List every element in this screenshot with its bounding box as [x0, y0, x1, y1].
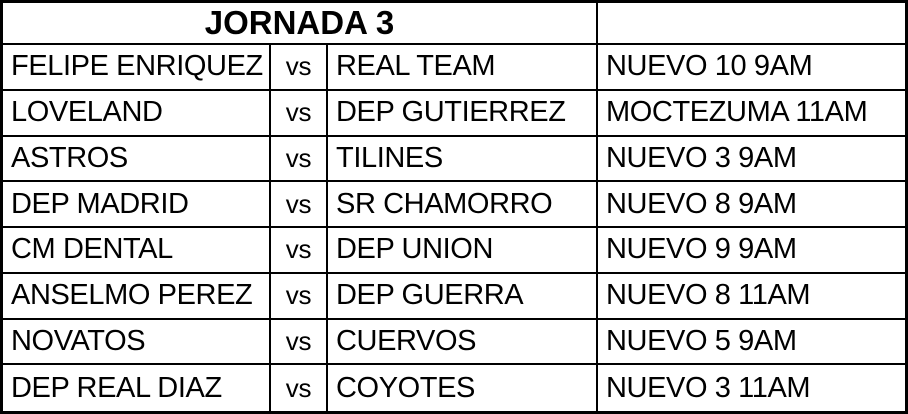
away-team-cell: DEP GUTIERREZ: [328, 91, 598, 137]
vs-label: vs: [271, 45, 328, 91]
home-team-cell: LOVELAND: [3, 91, 271, 137]
away-team-cell: DEP GUERRA: [328, 274, 598, 320]
home-team-cell: ASTROS: [3, 137, 271, 183]
vs-label: vs: [271, 182, 328, 228]
home-team-cell: FELIPE ENRIQUEZ: [3, 45, 271, 91]
vs-label: vs: [271, 320, 328, 366]
home-team-cell: ANSELMO PEREZ: [3, 274, 271, 320]
away-team-cell: COYOTES: [328, 365, 598, 411]
home-team-cell: DEP REAL DIAZ: [3, 365, 271, 411]
jornada-title-cell: JORNADA 3: [3, 3, 598, 45]
away-team-cell: DEP UNION: [328, 228, 598, 274]
vs-label: vs: [271, 228, 328, 274]
venue-time-cell: NUEVO 3 11AM: [598, 365, 905, 411]
away-team-cell: TILINES: [328, 137, 598, 183]
away-team-cell: SR CHAMORRO: [328, 182, 598, 228]
home-team-cell: NOVATOS: [3, 320, 271, 366]
venue-time-cell: NUEVO 10 9AM: [598, 45, 905, 91]
venue-time-cell: MOCTEZUMA 11AM: [598, 91, 905, 137]
vs-label: vs: [271, 137, 328, 183]
vs-label: vs: [271, 91, 328, 137]
away-team-cell: REAL TEAM: [328, 45, 598, 91]
venue-time-cell: NUEVO 5 9AM: [598, 320, 905, 366]
away-team-cell: CUERVOS: [328, 320, 598, 366]
venue-time-cell: NUEVO 3 9AM: [598, 137, 905, 183]
header-empty-cell: [598, 3, 905, 45]
venue-time-cell: NUEVO 8 11AM: [598, 274, 905, 320]
venue-time-cell: NUEVO 8 9AM: [598, 182, 905, 228]
vs-label: vs: [271, 274, 328, 320]
venue-time-cell: NUEVO 9 9AM: [598, 228, 905, 274]
vs-label: vs: [271, 365, 328, 411]
home-team-cell: CM DENTAL: [3, 228, 271, 274]
home-team-cell: DEP MADRID: [3, 182, 271, 228]
